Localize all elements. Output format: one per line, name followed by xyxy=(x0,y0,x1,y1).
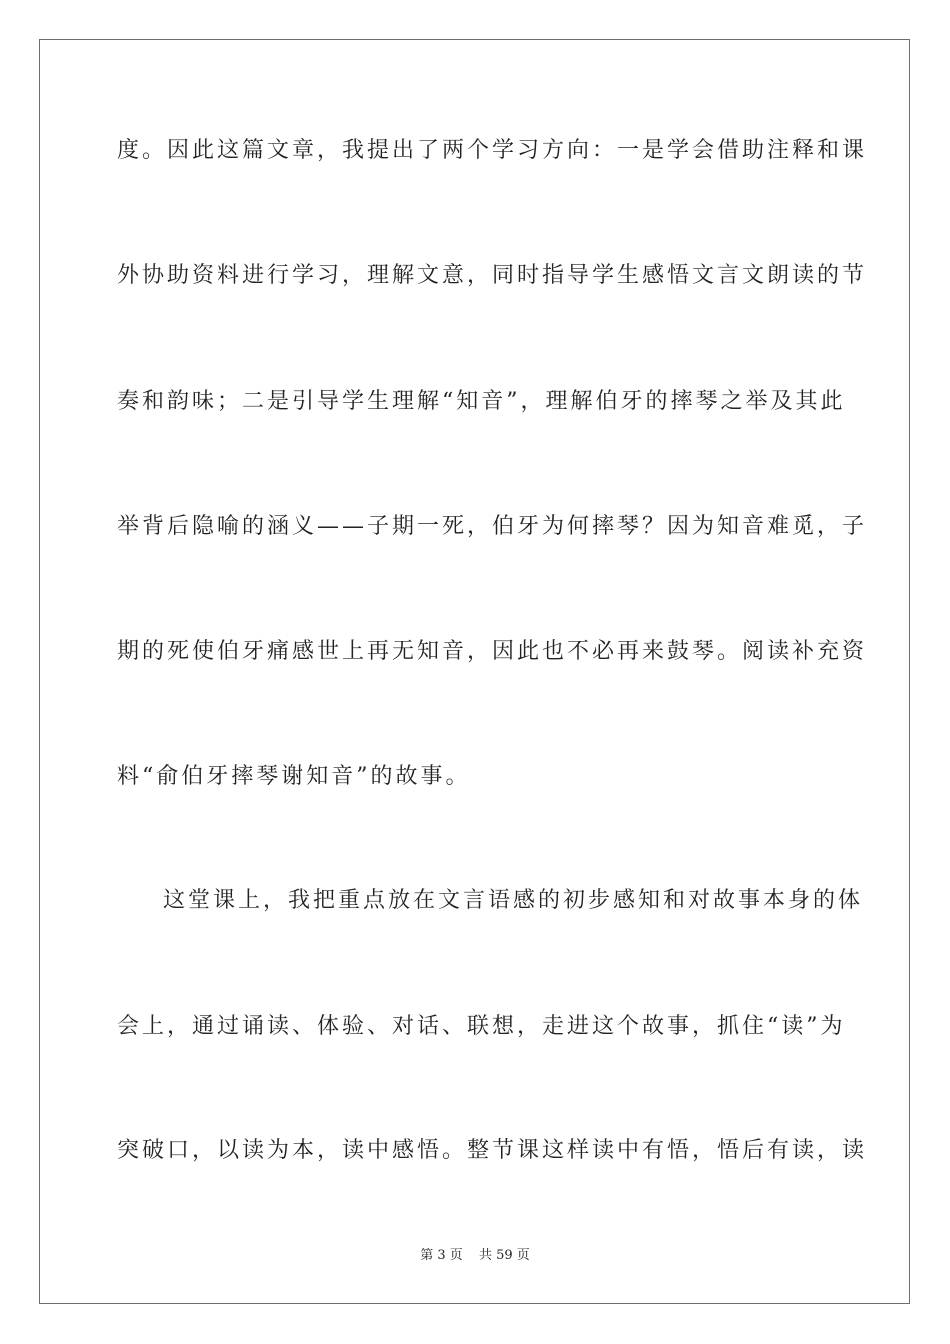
body-line-7: 这堂课上，我把重点放在文言语感的初步感知和对故事本身的体 xyxy=(163,888,864,913)
body-line-5: 期的死使伯牙痛感世上再无知音，因此也不必再来鼓琴。阅读补充资 xyxy=(117,639,868,664)
body-line-1: 度。因此这篇文章，我提出了两个学习方向：一是学会借助注释和课 xyxy=(117,138,868,163)
body-line-9: 突破口，以读为本，读中感悟。整节课这样读中有悟，悟后有读，读 xyxy=(117,1138,868,1163)
body-line-2: 外协助资料进行学习，理解文意，同时指导学生感悟文言文朗读的节 xyxy=(117,263,868,288)
body-line-4: 举背后隐喻的涵义——子期一死，伯牙为何摔琴？因为知音难觅，子 xyxy=(117,514,868,539)
body-line-3: 奏和韵味；二是引导学生理解“知音”，理解伯牙的摔琴之举及其此 xyxy=(117,389,846,414)
page-frame xyxy=(39,39,910,1304)
body-line-8: 会上，通过诵读、体验、对话、联想，走进这个故事，抓住“读”为 xyxy=(117,1014,846,1039)
page-total: 共 59 页 xyxy=(478,1248,530,1263)
page-number: 第 3 页 xyxy=(420,1248,463,1263)
body-line-6: 料“俞伯牙摔琴谢知音”的故事。 xyxy=(117,764,471,789)
page-footer xyxy=(0,1247,950,1265)
